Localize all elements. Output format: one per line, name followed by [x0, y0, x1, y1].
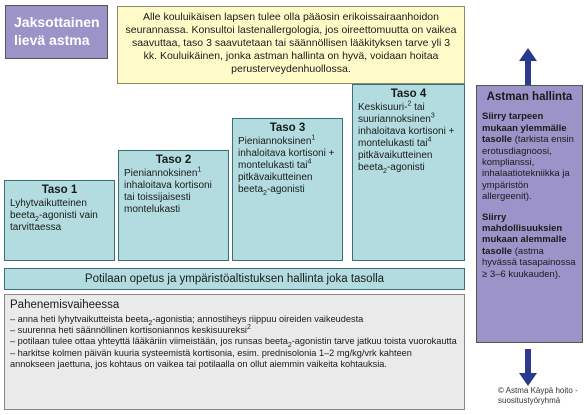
arrow-down-icon — [519, 349, 537, 386]
management-step-down: Siirry mahdollisuuksien mukaan alemmalle tasolle (astma hyvässä tasapainossa ≥ 3–6 kuukauden). — [482, 211, 576, 280]
exacerbation-title: Pahenemisvaiheessa — [10, 299, 120, 311]
copyright-note: © Astma Käypä hoito -suositustyöryhmä — [498, 386, 578, 405]
step-1 — [4, 180, 115, 261]
step-3 — [232, 118, 343, 261]
exacerbation-item: – suurenna heti säännöllinen kortisoniannos keskisuureksi$^2$ — [10, 324, 251, 336]
education-bar: Potilaan opetus ja ympäristöaltistuksen hallinta joka tasolla — [4, 268, 465, 290]
step-4-title: Taso 4 — [390, 88, 427, 100]
step-4 — [352, 84, 465, 261]
exacerbation-item: – potilaan tulee ottaa yhteyttä lääkäriin viimeistään, jos runsas beeta$_2$-agonistin tarve jatkuu toista vuorokautta — [10, 336, 457, 350]
diagram-title: Jaksottainen lievä astma — [5, 5, 108, 59]
exacerbation-box — [4, 294, 465, 410]
intro-note: Alle kouluikäisen lapsen tulee olla pääosin erikoissairaanhoidon seurannassa. Konsultoi lastenallergologia, jos oireettomuutta on vaikea saavuttaa, taso 3 saavutetaan tai säännöllisen lääkityksen tarve yli 3 kk. Kouluikäinen, jonka astman hallinta on hyvä, voidaan hoitaa perusterveydenhuollossa. — [117, 6, 465, 84]
management-box — [476, 85, 583, 343]
management-step-up: Siirry tarpeen mukaan ylemmälle tasolle (tarkista ensin erotusdiagnoosi, komplianssi, inhalaatiotekniikka ja ympäristön allergeenit). — [482, 111, 574, 203]
step-2-title: Taso 2 — [155, 154, 192, 166]
management-title: Astman hallinta — [486, 91, 573, 103]
step-4-text: Keskisuuri-$^2$ tai suuriannoksinen$^3$ inhaloitava kortisoni + montelukasti tai$^4$ pitkävaikutteinen beeta$_2$-agonisti — [358, 100, 455, 175]
arrow-up-icon — [519, 48, 537, 85]
step-2-text: Pieniannoksinen$^1$ inhaloitava kortisoni tai toissijaisesti montelukasti — [124, 166, 212, 215]
step-2 — [118, 150, 229, 261]
exacerbation-item: – anna heti lyhytvaikutteista beeta$_2$-agonistia; annostiheys riippuu oireiden vaikeudesta — [10, 314, 364, 327]
step-3-title: Taso 3 — [269, 122, 306, 134]
step-1-title: Taso 1 — [41, 184, 78, 196]
exacerbation-item: – harkitse kolmen päivän kuuria systeemistä kortisonia, esim. prednisolonia 1–2 mg/kg/vrk kahteen annokseen jaettuna, jos kohtaus on vaikea tai potilaalla on ollut aiemmin vaikeita kohtauksia. — [10, 347, 412, 369]
step-3-text: Pieniannoksinen$^1$ inhaloitava kortisoni + montelukasti tai$^4$ pitkävaikutteinen beeta$_2$-agonisti — [238, 134, 335, 197]
step-1-text: Lyhytvaikutteinen beeta$_2$-agonisti vain tarvittaessa — [10, 198, 98, 233]
